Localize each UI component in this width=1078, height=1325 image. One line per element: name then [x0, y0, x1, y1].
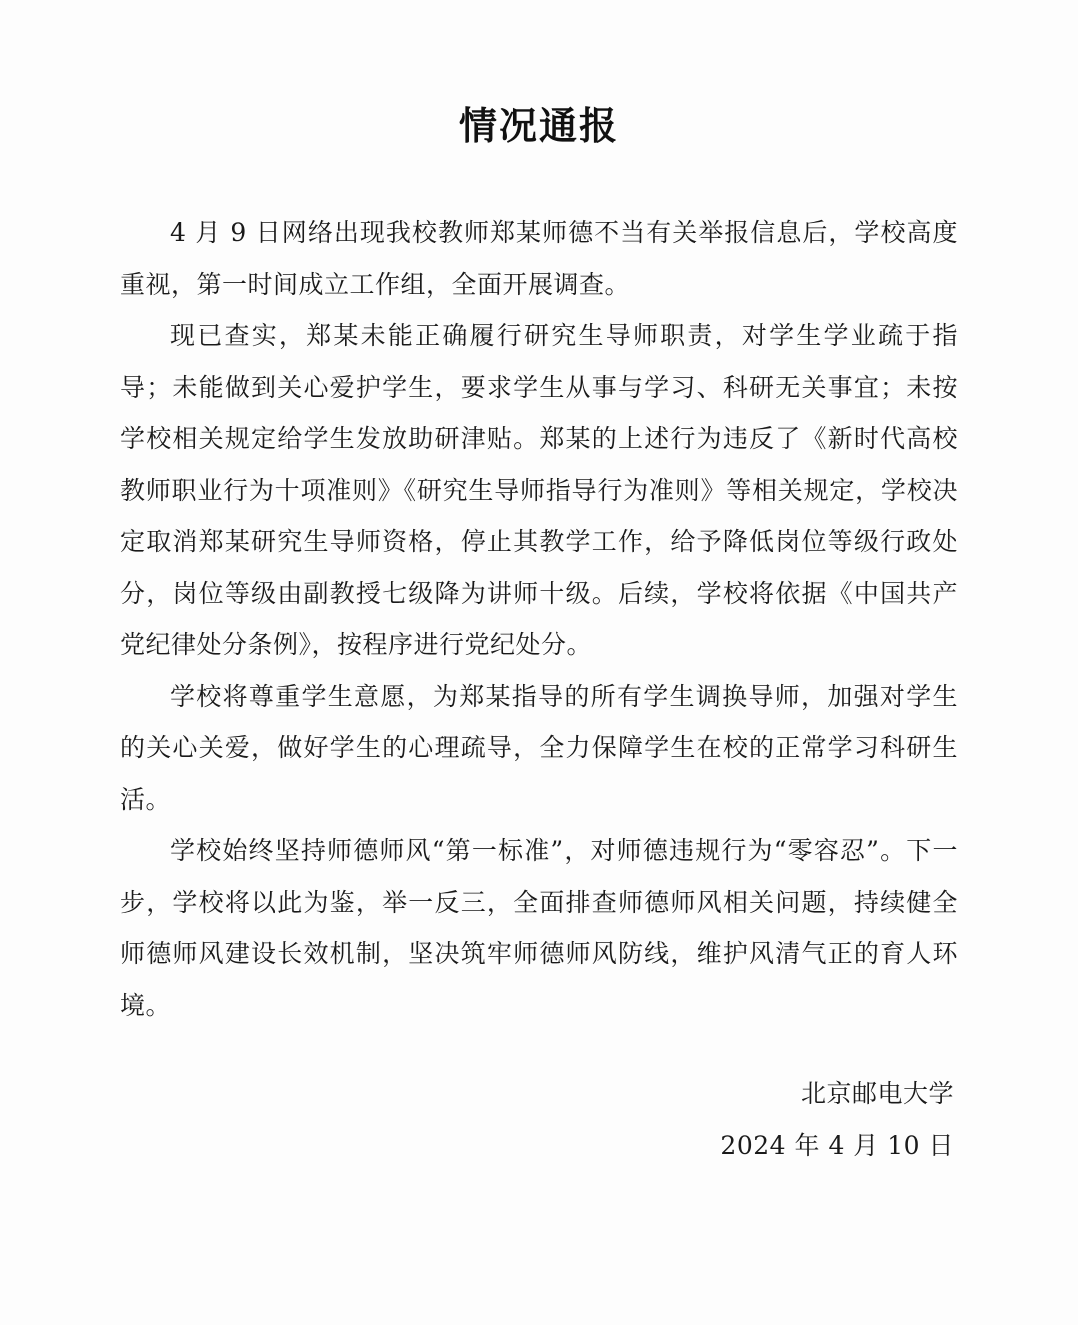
notice-title: 情况通报 [458, 103, 619, 148]
paragraph-investigation: 4 月 9 日网络出现我校教师郑某师德不当有关举报信息后，学校高度重视，第一时间成立工作组，全面开展调查。 [120, 218, 958, 299]
paragraph-student-support: 学校将尊重学生意愿，为郑某指导的所有学生调换导师，加强对学生的关心关爱，做好学生的心理疏导，全力保障学生在校的正常学习科研生活。 [120, 681, 958, 814]
paragraph-findings: 现已查实，郑某未能正确履行研究生导师职责，对学生学业疏于指导；未能做到关心爱护学生，要求学生从事与学习、科研无关事宜；未按学校相关规定给学生发放助研津贴。郑某的上述行为违反了《新时代高校教师职业行为十项准则》《研究生导师指导行为准则》等相关规定，学校决定取消郑某研究生导师资格，停止其教学工作，给予降低岗位等级行政处分，岗位等级由副教授七级降为讲师十级。后续，学校将依据《中国共产党纪律处分条例》，按程序进行党纪处分。 [120, 321, 958, 659]
signature-block [720, 1068, 954, 1172]
notice-body [120, 207, 958, 1031]
paragraph-next-steps: 学校始终坚持师德师风“第一标准”，对师德违规行为“零容忍”。下一步，学校将以此为鉴，举一反三，全面排查师德师风相关问题，持续健全师德师风建设长效机制，坚决筑牢师德师风防线，维护风清气正的育人环境。 [120, 836, 958, 1020]
signature-date: 2024 年 4 月 10 日 [720, 1131, 954, 1160]
signature-organization: 北京邮电大学 [800, 1079, 954, 1108]
